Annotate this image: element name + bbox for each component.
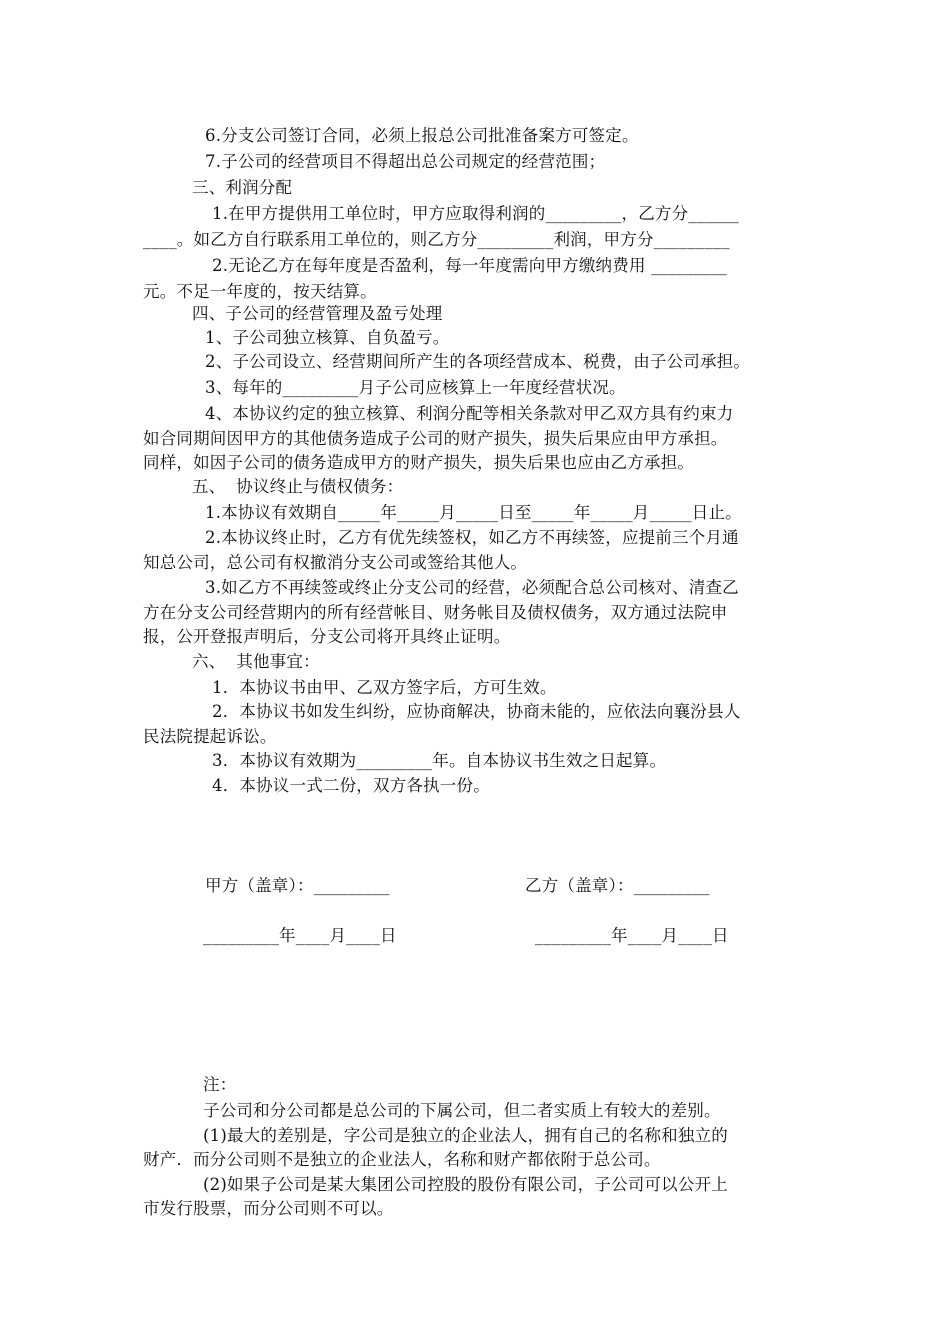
section-5-heading: 五、 协议终止与债权债务： xyxy=(192,477,404,496)
note-title: 注： xyxy=(203,1075,237,1094)
clause-2-7: 7.子公司的经营项目不得超出总公司规定的经营范围； xyxy=(205,152,606,171)
note-line-3: 财产．而分公司则不是独立的企业法人，名称和财产都依附于总公司。 xyxy=(143,1150,661,1169)
party-a-date: _________年____月____日 xyxy=(203,926,397,945)
section-3-heading: 三、利润分配 xyxy=(192,178,293,197)
clause-6-4: 4．本协议一式二份，双方各执一份。 xyxy=(212,776,490,795)
clause-5-3: 3.如乙方不再续签或终止分支公司的经营，必须配合总公司核对、清查乙 xyxy=(205,578,739,597)
clause-4-1: 1、子公司独立核算、自负盈亏。 xyxy=(205,328,450,347)
clause-4-4-cont-1: 如合同期间因甲方的其他债务造成子公司的财产损失，损失后果应由甲方承担。 xyxy=(143,429,728,448)
clause-3-2: 2.无论乙方在每年度是否盈利，每一年度需向甲方缴纳费用 _________ xyxy=(212,256,728,275)
clause-4-2: 2、子公司设立、经营期间所产生的各项经营成本、税费，由子公司承担。 xyxy=(205,352,751,371)
clause-6-2-cont: 民法院提起诉讼。 xyxy=(143,727,277,746)
party-b-seal: 乙方（盖章）：_________ xyxy=(525,876,710,895)
clause-2-6: 6.分支公司签订合同，必须上报总公司批准备案方可签定。 xyxy=(205,126,639,145)
clause-3-2-cont: 元。不足一年度的，按天结算。 xyxy=(143,282,377,301)
clause-3-1-cont: ____。如乙方自行联系用工单位的，则乙方分_________利润，甲方分_________ xyxy=(143,230,730,249)
clause-4-4: 4、本协议约定的独立核算、利润分配等相关条款对甲乙双方具有约束力 xyxy=(205,404,734,423)
clause-4-4-cont-2: 同样，如因子公司的债务造成甲方的财产损失，损失后果也应由乙方承担。 xyxy=(143,453,695,472)
clause-5-1: 1.本协议有效期自_____年_____月_____日至_____年_____月_____日止。 xyxy=(205,503,742,522)
note-line-2: (1)最大的差别是，字公司是独立的企业法人，拥有自己的名称和独立的 xyxy=(203,1126,728,1145)
section-4-heading: 四、子公司的经营管理及盈亏处理 xyxy=(192,304,443,323)
clause-5-3-cont-2: 报，公开登报声明后，分支公司将开具终止证明。 xyxy=(143,627,511,646)
note-line-1: 子公司和分公司都是总公司的下属公司，但二者实质上有较大的差别。 xyxy=(203,1101,721,1120)
note-line-5: 市发行股票，而分公司则不可以。 xyxy=(143,1199,394,1218)
party-a-seal: 甲方（盖章）：_________ xyxy=(205,876,390,895)
clause-3-1: 1.在甲方提供用工单位时，甲方应取得利润的_________，乙方分______ xyxy=(212,204,739,223)
clause-5-3-cont-1: 方在分支公司经营期内的所有经营帐目、财务帐目及债权债务，双方通过法院申 xyxy=(143,603,728,622)
clause-6-2: 2．本协议书如发生纠纷，应协商解决，协商未能的，应依法向襄汾县人 xyxy=(212,702,741,721)
clause-6-3: 3．本协议有效期为_________年。自本协议书生效之日起算。 xyxy=(212,751,667,770)
section-6-heading: 六、 其他事宜： xyxy=(192,652,320,671)
clause-6-1: 1．本协议书由甲、乙双方签字后，方可生效。 xyxy=(212,678,557,697)
clause-5-2-cont: 知总公司，总公司有权撤消分支公司或签给其他人。 xyxy=(143,553,528,572)
party-b-date: _________年____月____日 xyxy=(535,926,729,945)
note-line-4: (2)如果子公司是某大集团公司控股的股份有限公司，子公司可以公开上 xyxy=(203,1175,728,1194)
clause-5-2: 2.本协议终止时，乙方有优先续签权，如乙方不再续签，应提前三个月通 xyxy=(205,528,739,547)
clause-4-3: 3、每年的_________月子公司应核算上一年度经营状况。 xyxy=(205,378,626,397)
